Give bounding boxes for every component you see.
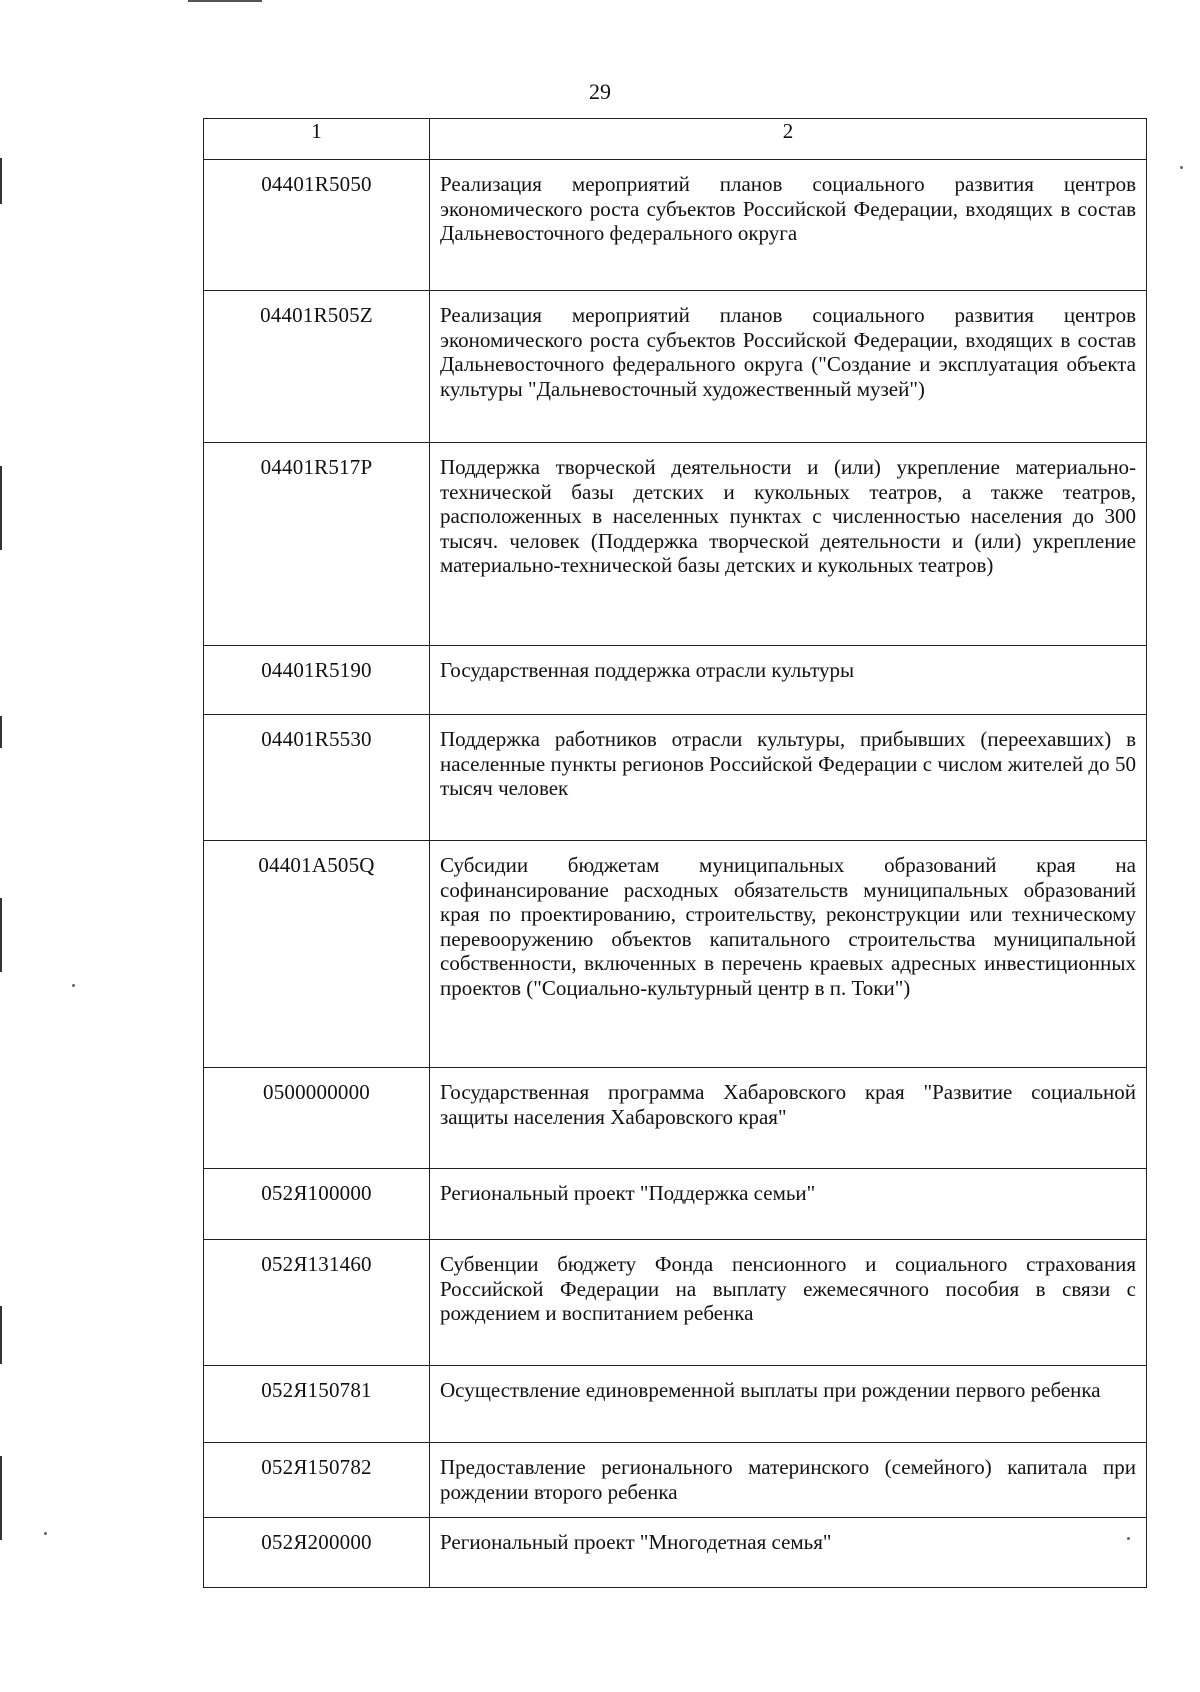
table-row xyxy=(204,160,1147,291)
scan-speck xyxy=(44,1532,47,1535)
table-row xyxy=(204,1443,1147,1518)
scan-margin-mark xyxy=(0,158,2,204)
table-row xyxy=(204,1366,1147,1443)
row-code: 052Я100000 xyxy=(204,1169,430,1240)
row-description: Государственная программа Хабаровского края "Развитие социальной защиты населения Хабаровского края" xyxy=(430,1068,1147,1169)
scan-speck xyxy=(1180,166,1183,169)
row-description: Реализация мероприятий планов социального развития центров экономического роста субъектов Российской Федерации, входящих в состав Дальневосточного федерального округа ("Создание и эксплуатация объекта культуры "Дальневосточный художественный музей") xyxy=(430,291,1147,443)
row-code: 0500000000 xyxy=(204,1068,430,1169)
table-row xyxy=(204,1169,1147,1240)
table-row xyxy=(204,443,1147,646)
row-code: 04401R505Z xyxy=(204,291,430,443)
row-description: Субвенции бюджету Фонда пенсионного и социального страхования Российской Федерации на выплату ежемесячного пособия в связи с рождением и воспитанием ребенка xyxy=(430,1240,1147,1366)
row-code: 052Я150782 xyxy=(204,1443,430,1518)
row-description: Поддержка творческой деятельности и (или) укрепление материально-технической базы детских и кукольных театров, а также театров, расположенных в населенных пунктах с численностью населения до 300 тысяч. человек (Поддержка творческой деятельности и (или) укрепление материально-технической базы детских и кукольных театров) xyxy=(430,443,1147,646)
page-number: 29 xyxy=(589,79,611,104)
table-header-row xyxy=(204,119,1147,160)
scan-margin-mark xyxy=(0,898,2,972)
row-description: Государственная поддержка отрасли культуры xyxy=(430,646,1147,715)
row-code: 04401A505Q xyxy=(204,841,430,1068)
table-row xyxy=(204,646,1147,715)
classification-table xyxy=(203,118,1147,1588)
row-description: Региональный проект "Многодетная семья" xyxy=(430,1518,1147,1588)
row-code: 052Я131460 xyxy=(204,1240,430,1366)
row-description: Субсидии бюджетам муниципальных образований края на софинансирование расходных обязательств муниципальных образований края по проектированию, строительству, реконструкции или техническому перевооружению объектов капитального строительства муниципальной собственности, включенных в перечень краевых адресных инвестиционных проектов ("Социально-культурный центр в п. Токи") xyxy=(430,841,1147,1068)
scan-margin-mark xyxy=(0,716,2,748)
row-description: Поддержка работников отрасли культуры, прибывших (переехавших) в населенные пункты регионов Российской Федерации с числом жителей до 50 тысяч человек xyxy=(430,715,1147,841)
row-code: 052Я200000 xyxy=(204,1518,430,1588)
column-header-code: 1 xyxy=(204,119,430,160)
row-code: 04401R5530 xyxy=(204,715,430,841)
row-description: Предоставление регионального материнского (семейного) капитала при рождении второго ребенка xyxy=(430,1443,1147,1518)
table-row xyxy=(204,841,1147,1068)
row-description: Региональный проект "Поддержка семьи" xyxy=(430,1169,1147,1240)
table-row xyxy=(204,291,1147,443)
table-row xyxy=(204,715,1147,841)
scan-margin-mark xyxy=(0,1456,2,1540)
row-code: 04401R5190 xyxy=(204,646,430,715)
scan-margin-mark xyxy=(0,466,2,550)
column-header-description: 2 xyxy=(430,119,1147,160)
scan-margin-mark xyxy=(0,1306,2,1364)
table-row xyxy=(204,1518,1147,1588)
row-code: 04401R5050 xyxy=(204,160,430,291)
scan-edge-mark xyxy=(188,0,262,2)
row-code: 052Я150781 xyxy=(204,1366,430,1443)
row-description: Реализация мероприятий планов социального развития центров экономического роста субъектов Российской Федерации, входящих в состав Дальневосточного федерального округа xyxy=(430,160,1147,291)
row-description: Осуществление единовременной выплаты при рождении первого ребенка xyxy=(430,1366,1147,1443)
table-row xyxy=(204,1068,1147,1169)
row-code: 04401R517P xyxy=(204,443,430,646)
scan-speck xyxy=(72,984,75,987)
table-row xyxy=(204,1240,1147,1366)
